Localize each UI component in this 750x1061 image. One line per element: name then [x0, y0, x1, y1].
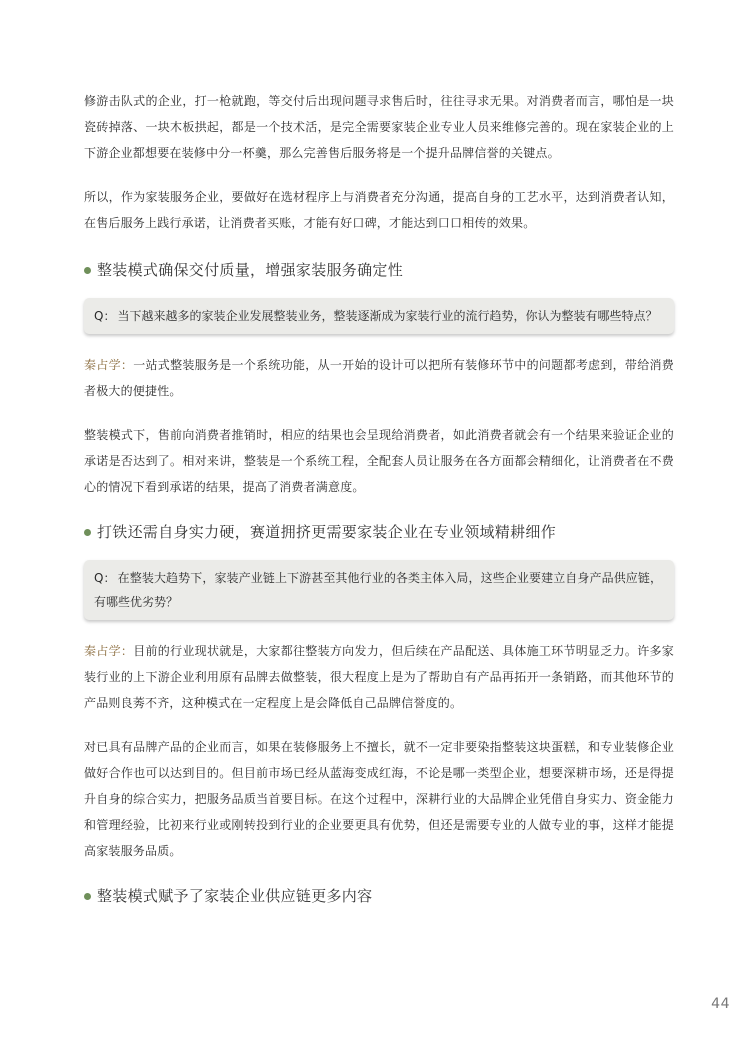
question-box-2	[84, 560, 674, 620]
bullet-dot-icon	[84, 267, 91, 274]
answer-paragraph-2	[84, 638, 674, 716]
question-box-1	[84, 298, 674, 334]
paragraph-summary: 所以，作为家装服务企业，要做好在选材程序上与消费者充分沟通，提高自身的工艺水平，达到消费者认知，在售后服务上践行承诺，让消费者买账，才能有好口碑，才能达到口口相传的效果。	[84, 190, 674, 230]
section-heading-text: 打铁还需自身实力硬，赛道拥挤更需要家装企业在专业领域精耕细作	[97, 523, 557, 541]
section-heading-1	[84, 258, 674, 282]
section-heading-3	[84, 884, 674, 908]
bullet-dot-icon	[84, 529, 91, 536]
answer-text: 一站式整装服务是一个系统功能，从一开始的设计可以把所有装修环节中的问题都考虑到，带给消费者极大的便捷性。	[84, 358, 674, 398]
section-heading-2	[84, 520, 674, 544]
speaker-label: 秦占学：	[84, 358, 134, 372]
question-label: Q：	[94, 571, 116, 585]
paragraph-intro: 修游击队式的企业，打一枪就跑，等交付后出现问题寻求售后时，往往寻求无果。对消费者而言，哪怕是一块瓷砖掉落、一块木板拱起，都是一个技术活，是完全需要家装企业专业人员来维修完善的。现在家装企业的上下游企业都想要在装修中分一杯羹，那么完善售后服务将是一个提升品牌信誉的关键点。	[84, 94, 674, 160]
speaker-label: 秦占学：	[84, 644, 134, 658]
article-body	[84, 88, 674, 908]
section-heading-text: 整装模式赋予了家装企业供应链更多内容	[97, 887, 373, 905]
followup-paragraph-2: 对已具有品牌产品的企业而言，如果在装修服务上不擅长，就不一定非要染指整装这块蛋糕，和专业装修企业做好合作也可以达到目的。但目前市场已经从蓝海变成红海，不论是哪一类型企业，想要深耕市场，还是得提升自身的综合实力，把服务品质当首要目标。在这个过程中，深耕行业的大品牌企业凭借自身实力、资金能力和管理经验，比初来行业或刚转投到行业的企业要更具有优势，但还是需要专业的人做专业的事，这样才能提高家装服务品质。	[84, 740, 674, 858]
answer-text: 目前的行业现状就是，大家都往整装方向发力，但后续在产品配送、具体施工环节明显乏力。许多家装行业的上下游企业利用原有品牌去做整装，很大程度上是为了帮助自有产品再拓开一条销路，而其他环节的产品则良莠不齐，这种模式在一定程度上是会降低自己品牌信誉度的。	[84, 644, 674, 710]
followup-paragraph-1: 整装模式下，售前向消费者推销时，相应的结果也会呈现给消费者，如此消费者就会有一个结果来验证企业的承诺是否达到了。相对来讲，整装是一个系统工程，全配套人员让服务在各方面都会精细化，让消费者在不费心的情况下看到承诺的结果，提高了消费者满意度。	[84, 428, 674, 494]
answer-paragraph-1	[84, 352, 674, 404]
question-text: 在整装大趋势下，家装产业链上下游甚至其他行业的各类主体入局，这些企业要建立自身产品供应链，有哪些优劣势？	[94, 571, 662, 609]
question-label: Q：	[94, 309, 116, 323]
section-heading-text: 整装模式确保交付质量，增强家装服务确定性	[97, 261, 404, 279]
bullet-dot-icon	[84, 893, 91, 900]
question-text: 当下越来越多的家装企业发展整装业务，整装逐渐成为家装行业的流行趋势，你认为整装有哪些特点？	[117, 309, 658, 323]
page-number: 44	[711, 996, 730, 1012]
